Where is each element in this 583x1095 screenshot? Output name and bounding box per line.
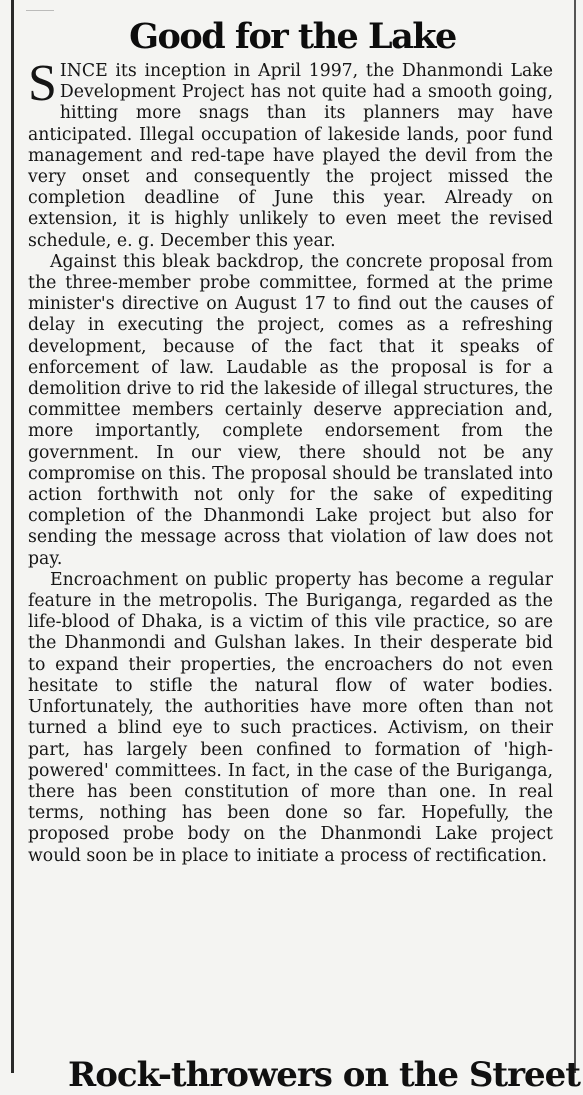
editorial-body <box>28 55 553 867</box>
next-article-headline: Rock-throwers on the Street <box>68 1055 581 1095</box>
paragraph-3: Encroachment on public property has become a regular feature in the metropolis. The Buriganga, regarded as the life-blood of Dhaka, is a victim of this vile practice, so are the Dhanmondi and Gulshan lakes. In their desperate bid to expand their properties, the encroachers do not even hesitate to stifle the natural flow of water bodies. Unfortunately, the authorities have more often than not turned a blind eye to such practices. Activism, on their part, has largely been confined to formation of 'high-powered' committees. In fact, in the case of the Buriganga, there has been constitution of more than one. In real terms, nothing has been done so far. Hopefully, the proposed probe body on the Dhanmondi Lake project would soon be in place to initiate a process of rectification. <box>28 569 553 866</box>
paragraph-1 <box>28 55 553 252</box>
column-rule-right <box>574 0 576 1073</box>
paragraph-1-text: INCE its inception in April 1997, the Dhanmondi Lake Development Project has not quite had a smooth going, hitting more snags than its planners may have anticipated. Illegal occupation of lakeside lands, poor fund management and red-tape have played the devil from the very onset and consequently the project missed the completion deadline of June this year. Already on extension, it is highly unlikely to even meet the revised schedule, e. g. December this year. <box>28 61 553 251</box>
drop-cap: S <box>28 55 57 112</box>
paragraph-2: Against this bleak backdrop, the concrete proposal from the three-member probe committee, formed at the prime minister's directive on August 17 to find out the causes of delay in executing the project, comes as a refreshing development, because of the fact that it speaks of enforcement of law. Laudable as the proposal is for a demolition drive to rid the lakeside of illegal structures, the committee members certainly deserve appreciation and, more importantly, complete endorsement from the government. In our view, there should not be any compromise on this. The proposal should be translated into action forthwith not only for the sake of expediting completion of the Dhanmondi Lake project but also for sending the message across that violation of law does not pay. <box>28 251 553 569</box>
clipping-edge-mark <box>26 0 54 11</box>
column-rule-left <box>11 0 14 1073</box>
editorial-headline: Good for the Lake <box>129 16 456 57</box>
